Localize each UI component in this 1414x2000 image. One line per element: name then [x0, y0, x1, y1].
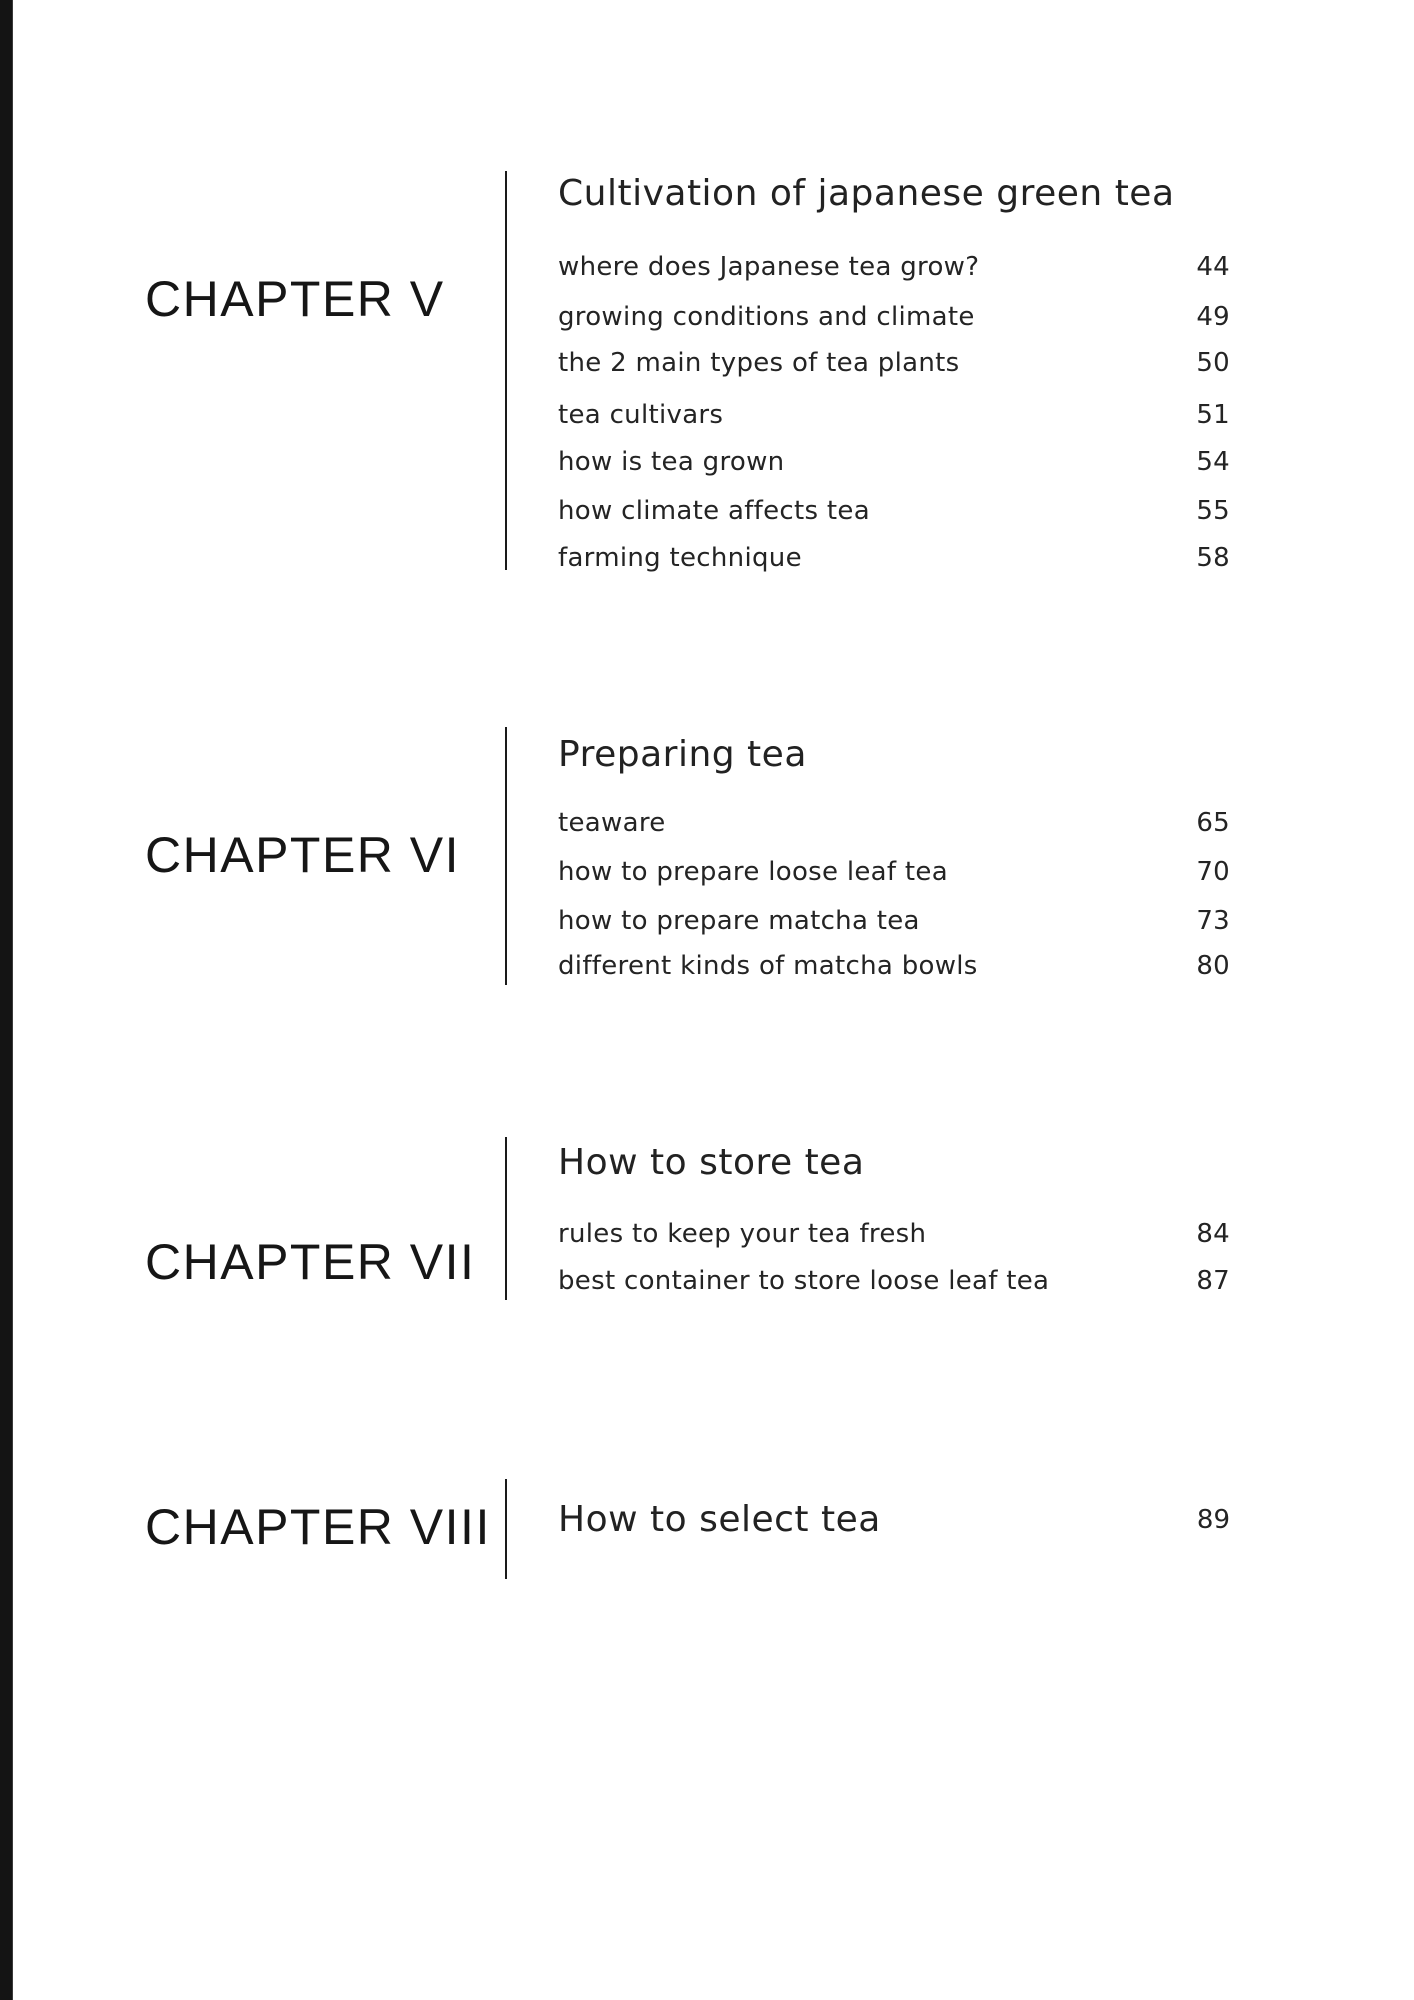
- toc-section-chapter-7: [505, 1137, 1232, 1300]
- entry-page-number: 58: [1196, 543, 1230, 573]
- toc-section-chapter-6: [505, 727, 1232, 985]
- section-title: How to select tea: [558, 1499, 881, 1540]
- entry-label: teaware: [558, 808, 666, 838]
- entry-label: where does Japanese tea grow?: [558, 252, 980, 282]
- entry-page-number: 65: [1196, 808, 1230, 838]
- chapter-label-5: CHAPTER V: [145, 271, 445, 327]
- toc-entry-row[interactable]: [558, 350, 1230, 376]
- entry-label: different kinds of matcha bowls: [558, 951, 978, 981]
- chapter-label-7: CHAPTER VII: [145, 1234, 476, 1290]
- chapter-label-8: CHAPTER VIII: [145, 1499, 491, 1555]
- entry-page-number: 44: [1196, 252, 1230, 282]
- section-title: Preparing tea: [558, 734, 807, 775]
- entry-label: how is tea grown: [558, 447, 785, 477]
- entry-page-number: 49: [1196, 302, 1230, 332]
- toc-entry-row[interactable]: [558, 1499, 1230, 1541]
- toc-entry-row[interactable]: [558, 908, 1230, 934]
- toc-entry-row[interactable]: [558, 304, 1230, 330]
- entry-page-number: 87: [1196, 1266, 1230, 1296]
- entry-page-number: 51: [1196, 400, 1230, 430]
- entry-page-number: 70: [1196, 857, 1230, 887]
- toc-entry-row[interactable]: [558, 402, 1230, 428]
- section-title: How to store tea: [558, 1142, 865, 1183]
- entry-page-number: 89: [1196, 1505, 1230, 1535]
- toc-entry-row[interactable]: [558, 810, 1230, 836]
- entry-label: how to prepare matcha tea: [558, 906, 920, 936]
- entry-label: how to prepare loose leaf tea: [558, 857, 948, 887]
- entry-label: growing conditions and climate: [558, 302, 975, 332]
- entry-page-number: 54: [1196, 447, 1230, 477]
- entry-label: tea cultivars: [558, 400, 724, 430]
- toc-entry-row[interactable]: [558, 953, 1230, 979]
- entry-label: farming technique: [558, 543, 802, 573]
- entry-page-number: 73: [1196, 906, 1230, 936]
- section-title: Cultivation of japanese green tea: [558, 173, 1175, 214]
- toc-entry-row[interactable]: [558, 1221, 1230, 1247]
- entry-page-number: 84: [1196, 1219, 1230, 1249]
- toc-entry-row[interactable]: [558, 254, 1230, 280]
- chapter-label-6: CHAPTER VI: [145, 827, 461, 883]
- entry-label: the 2 main types of tea plants: [558, 348, 960, 378]
- toc-section-chapter-8: [505, 1479, 1232, 1579]
- toc-entry-row[interactable]: [558, 859, 1230, 885]
- toc-entry-row[interactable]: [558, 498, 1230, 524]
- entry-label: best container to store loose leaf tea: [558, 1266, 1050, 1296]
- toc-section-chapter-5: [505, 171, 1232, 573]
- entry-page-number: 55: [1196, 496, 1230, 526]
- left-accent-bar: [0, 0, 13, 2000]
- entry-page-number: 50: [1196, 348, 1230, 378]
- toc-entry-row[interactable]: [558, 449, 1230, 475]
- toc-entry-row[interactable]: [558, 545, 1230, 571]
- entry-page-number: 80: [1196, 951, 1230, 981]
- entry-label: how climate affects tea: [558, 496, 870, 526]
- entry-label: rules to keep your tea fresh: [558, 1219, 927, 1249]
- toc-entry-row[interactable]: [558, 1268, 1230, 1294]
